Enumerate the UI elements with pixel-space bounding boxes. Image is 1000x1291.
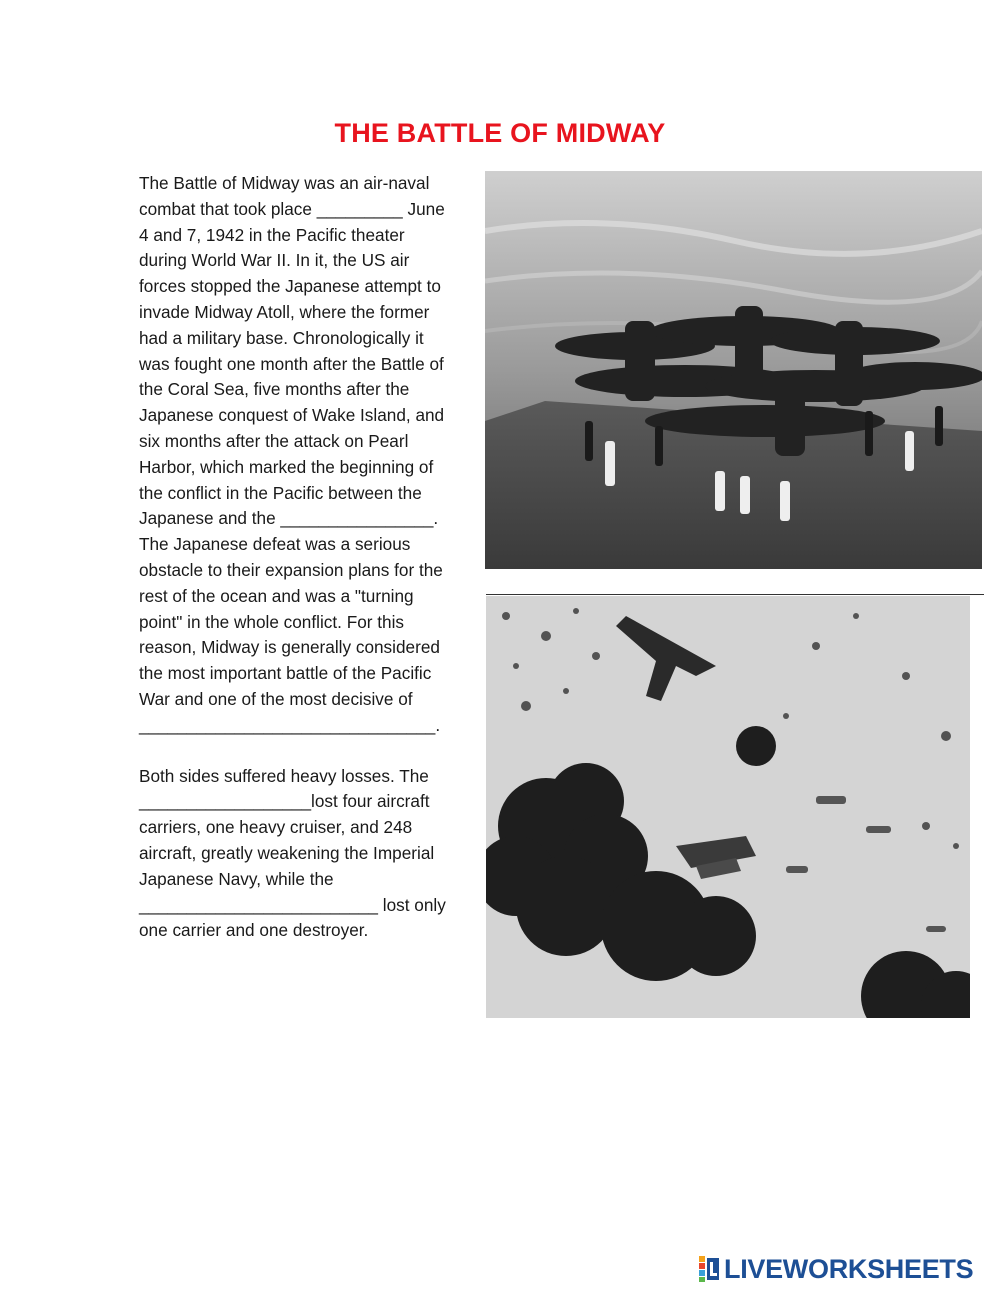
battle-scene-photo bbox=[486, 596, 970, 1018]
paragraph-2: Both sides suffered heavy losses. The __________________lost four aircraft carriers, one heavy cruiser, and 248 aircraft, greatly weakening the Imperial Japanese Navy, while the _________________________ lost only one carrier and one destroyer. bbox=[139, 765, 446, 941]
liveworksheets-logo bbox=[699, 1254, 973, 1284]
paragraph-1: The Battle of Midway was an air-naval combat that took place _________ June 4 and 7, 1942 in the Pacific theater during World War II. In it, the US air forces stopped the Japanese attempt to invade Midway Atoll, where the former had a military base. Chronologically it was fought one month after the Battle of the Coral Sea, five months after the Japanese conquest of Wake Island, and six months after the attack on Pearl Harbor, which marked the beginning of the conflict in the Pacific between the Japanese and the ________________. The Japanese defeat was a serious obstacle to their expansion plans for the rest of the ocean and was a "turning point" in the whole conflict. For this reason, Midway is generally considered the most important battle of the Pacific War and one of the most decisive of _______________________________. bbox=[139, 173, 445, 735]
photo-divider bbox=[486, 594, 984, 595]
page-title: THE BATTLE OF MIDWAY bbox=[334, 118, 666, 148]
carrier-deck-photo bbox=[485, 171, 982, 569]
article-body bbox=[139, 171, 469, 944]
logo-text: LIVEWORKSHEETS bbox=[724, 1253, 974, 1284]
liveworksheets-mark-icon bbox=[699, 1256, 721, 1282]
